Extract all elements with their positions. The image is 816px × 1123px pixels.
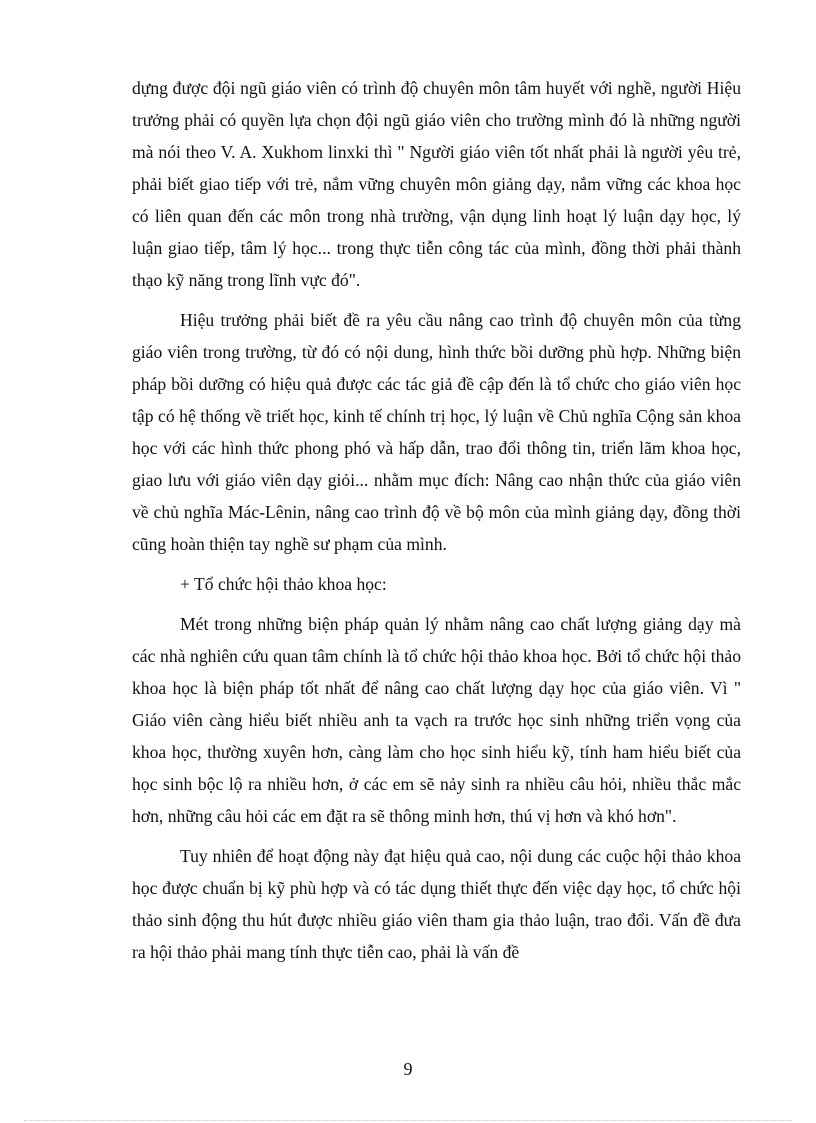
section-heading-scientific-seminar: + Tổ chức hội thảo khoa học: <box>180 574 387 594</box>
paragraph-continuation: dựng được đội ngũ giáo viên có trình độ chuyên môn tâm huyết với nghề, người Hiệu trưởng phải có quyền lựa chọn đội ngũ giáo viên cho trường mình đó là những người mà nói theo V. A. Xukhom linxki thì " Người giáo viên tốt nhất phải là người yêu trẻ, phải biết giao tiếp với trẻ, nắm vững chuyên môn giảng dạy, nắm vững các khoa học có liên quan đến các môn trong nhà trường, vận dụng linh hoạt lý luận dạy học, lý luận giao tiếp, tâm lý học... trong thực tiễn công tác của mình, đồng thời phải thành thạo kỹ năng trong lĩnh vực đó". <box>132 78 741 290</box>
footer-divider <box>24 1120 792 1121</box>
page-number: 9 <box>403 1059 413 1079</box>
paragraph-seminar-purpose: Mét trong những biện pháp quản lý nhằm nâng cao chất lượng giảng dạy mà các nhà nghiên cứu quan tâm chính là tổ chức hội thảo khoa học. Bởi tổ chức hội thảo khoa học là biện pháp tốt nhất để nâng cao chất lượng dạy học của giáo viên. Vì " Giáo viên càng hiểu biết nhiều anh ta vạch ra trước học sinh những triển vọng của khoa học, thường xuyên hơn, càng làm cho học sinh hiểu kỹ, tính ham hiểu biết của học sinh bộc lộ ra nhiều hơn, ở các em sẽ nảy sinh ra nhiều câu hỏi, nhiều thắc mắc hơn, những câu hỏi các em đặt ra sẽ thông minh hơn, thú vị hơn và khó hơn". <box>132 614 741 826</box>
paragraph-seminar-effectiveness: Tuy nhiên để hoạt động này đạt hiệu quả cao, nội dung các cuộc hội thảo khoa học được chuẩn bị kỹ phù hợp và có tác dụng thiết thực đến việc dạy học, tổ chức hội thảo sinh động thu hút được nhiều giáo viên tham gia thảo luận, trao đổi. Vấn đề đưa ra hội thảo phải mang tính thực tiễn cao, phải là vấn đề <box>132 846 741 962</box>
body-text <box>132 72 741 976</box>
paragraph-principal-requirements: Hiệu trưởng phải biết đề ra yêu cầu nâng cao trình độ chuyên môn của từng giáo viên trong trường, từ đó có nội dung, hình thức bồi dưỡng phù hợp. Những biện pháp bồi dưỡng có hiệu quả được các tác giả đề cập đến là tổ chức cho giáo viên học tập có hệ thống về triết học, kinh tế chính trị học, lý luận về Chủ nghĩa Cộng sản khoa học với các hình thức phong phó và hấp dẫn, trao đổi thông tin, triển lãm khoa học, giao lưu với giáo viên dạy giỏi... nhằm mục đích: Nâng cao nhận thức của giáo viên về chủ nghĩa Mác-Lênin, nâng cao trình độ về bộ môn của mình giảng dạy, đồng thời cũng hoàn thiện tay nghề sư phạm của mình. <box>132 310 741 554</box>
